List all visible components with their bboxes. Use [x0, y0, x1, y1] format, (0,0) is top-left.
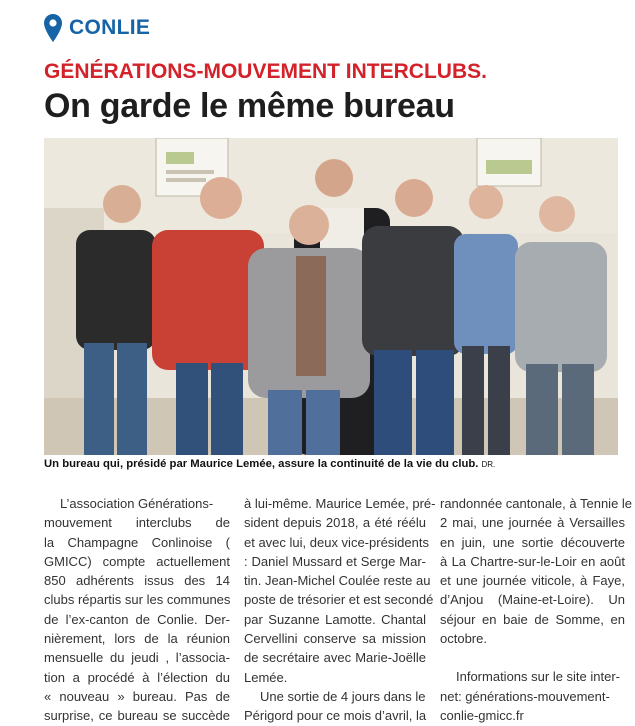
text-line: d’Anjou (Maine-et-Loire). Un [440, 592, 625, 608]
text-line: Cervellini conserve sa mission [244, 631, 426, 647]
text-line: Périgord pour ce mois d’avril, la [244, 708, 427, 724]
article-column-1 [44, 494, 230, 726]
text-line: par Suzanne Lamotte. Chantal [244, 611, 426, 627]
text-line: randonnée cantonale, à Tennie le [440, 496, 633, 511]
text-line: séjour en baie de Somme, en [440, 611, 625, 627]
text-line: L’association Générations- [60, 496, 214, 511]
text-line: de secrétaire avec Marie-Joëlle [244, 650, 426, 666]
text-line: de l’ex-canton de Conlie. Der- [44, 611, 230, 627]
location-tag [44, 14, 150, 42]
map-pin-icon [44, 14, 62, 42]
text-line: à lui-même. Maurice Lemée, pré- [244, 496, 436, 511]
text-line: 850 adhérents issus des 14 [44, 573, 230, 589]
text-line: surprise, ce bureau se succède [44, 708, 230, 724]
text-line: tin. Jean-Michel Coulée reste au [244, 573, 431, 589]
text-line: 2 mai, une journée à Versailles [440, 515, 625, 531]
article-column-2 [244, 494, 436, 726]
text-line: en juin, une sortie découverte [440, 534, 625, 550]
text-line: Une sortie de 4 jours dans le [260, 688, 426, 704]
text-line: nièrement, lors de la réunion [44, 631, 230, 647]
text-line: « nouveau » bureau. Pas de [44, 688, 230, 704]
text-line: : Daniel Mussard et Serge Mar- [244, 553, 426, 569]
text-line: à La Chartre-sur-le-Loir en août [440, 553, 625, 569]
caption-text: Un bureau qui, présidé par Maurice Lemée, assure la continuité de la vie du club. [44, 458, 479, 470]
location-name: CONLIE [69, 16, 151, 39]
group-photo [44, 138, 618, 455]
article-headline: On garde le même bureau [44, 87, 455, 125]
text-line: clubs répartis sur les communes [44, 592, 231, 608]
text-line: tion a procédé à l’élection du [44, 669, 230, 685]
text-line: octobre. [440, 631, 487, 647]
text-line: et une journée viticole, à Faye, [440, 573, 625, 589]
text-line: la Champagne Conlinoise ( [44, 534, 230, 550]
text-line: sident depuis 2018, a été réélu [244, 515, 426, 531]
photo-caption [44, 458, 624, 470]
article-column-3 [440, 494, 633, 725]
text-line: GMICC) compte actuellement [44, 553, 230, 569]
text-line: poste de trésorier et est secondé [244, 592, 434, 608]
photo-credit: DR. [481, 460, 496, 469]
text-line: mouvement interclubs de [44, 515, 230, 531]
text-line: Informations sur le site inter- [456, 669, 621, 685]
article-kicker: GÉNÉRATIONS-MOUVEMENT INTERCLUBS. [44, 60, 487, 83]
text-line: conlie-gmicc.fr [440, 707, 524, 723]
text-line: Lemée. [244, 669, 288, 685]
text-line: net: générations-mouvement- [440, 688, 610, 704]
text-line: mensuelle du jeudi , l’associa- [44, 650, 230, 666]
text-line: et avec lui, deux vice-présidents [244, 534, 429, 550]
